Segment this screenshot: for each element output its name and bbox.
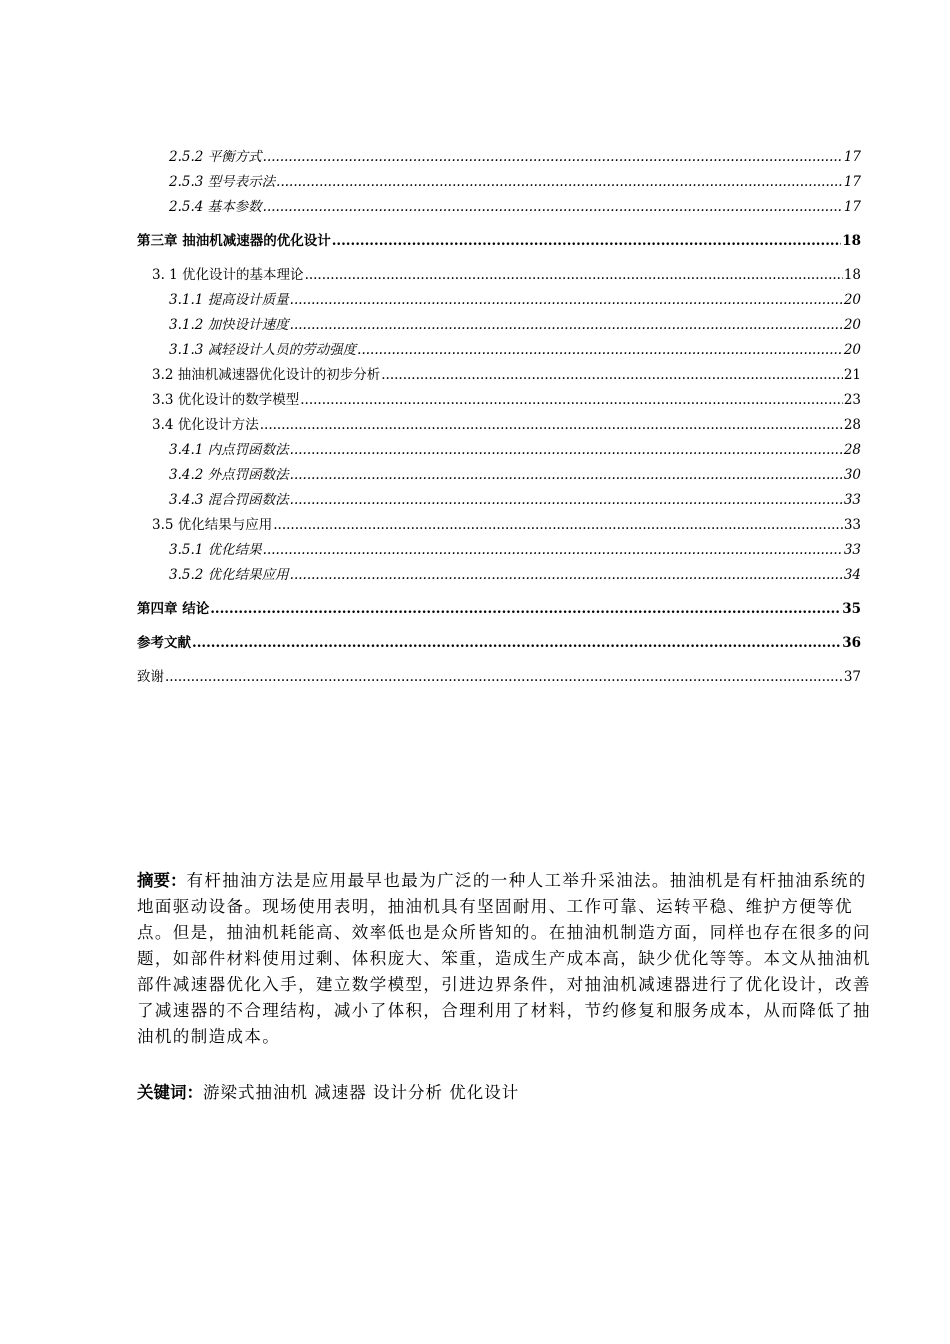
toc-entry-page: 21 [843,367,861,383]
toc-leader-dots [165,668,843,686]
toc-entry-page: 20 [843,292,861,308]
toc-leader-dots [290,491,843,509]
toc-leader-dots [263,541,843,559]
toc-entry[interactable] [137,198,861,223]
toc-entry[interactable] [137,541,861,566]
toc-leader-dots [305,266,843,284]
toc-entry-label: 3.5 优化结果与应用 [152,517,273,533]
toc-leader-dots [290,441,843,459]
toc-leader-dots [210,600,841,618]
toc-entry-label: 致谢 [137,669,164,685]
toc-entry[interactable] [137,491,861,516]
toc-entry-page: 20 [843,342,861,358]
toc-entry-page: 17 [843,174,861,190]
toc-entry-page: 28 [843,417,861,433]
toc-entry[interactable] [137,148,861,173]
toc-leader-dots [290,466,843,484]
toc-entry-label: 3.3 优化设计的数学模型 [152,392,300,408]
toc-entry-page: 35 [842,601,861,617]
abstract-heading: 摘要： [137,871,187,890]
toc-entry-label: 2.5.3 型号表示法 [169,174,276,190]
toc-entry-page: 23 [843,392,861,408]
toc-leader-dots [300,391,843,409]
table-of-contents [137,148,861,693]
abstract-body: 有杆抽油方法是应用最早也最为广泛的一种人工举升采油法。抽油机是有杆抽油系统的地面驱动设备。现场使用表明，抽油机具有坚固耐用、工作可靠、运转平稳、维护方便等优点。但是，抽油机耗能高、效率低也是众所皆知的。在抽油机制造方面，同样也存在很多的问题，如部件材料使用过剩、体积庞大、笨重，造成生产成本高，缺少优化等等。本文从抽油机部件减速器优化入手，建立数学模型，引进边界条件，对抽油机减速器进行了优化设计，改善了减速器的不合理结构，减小了体积，合理利用了材料，节约修复和服务成本，从而降低了抽油机的制造成本。 [137,871,871,1046]
toc-leader-dots [260,416,843,434]
toc-entry-page: 33 [843,517,861,533]
toc-entry-page: 30 [843,467,861,483]
abstract-paragraph [137,868,872,1050]
toc-leader-dots [263,198,843,216]
toc-entry-label: 参考文献 [137,635,191,651]
toc-entry-page: 20 [843,317,861,333]
toc-leader-dots [357,341,843,359]
toc-entry-label: 3. 1 优化设计的基本理论 [152,267,304,283]
toc-entry-page: 36 [842,635,861,651]
keywords-heading: 关键词： [137,1083,203,1102]
toc-chapter[interactable] [137,634,861,659]
toc-leader-dots [290,566,843,584]
toc-entry[interactable] [137,366,861,391]
toc-entry-label: 3.1.1 提高设计质量 [169,292,289,308]
toc-entry-page: 17 [843,149,861,165]
toc-entry-label: 3.4 优化设计方法 [152,417,259,433]
toc-entry-label: 3.2 抽油机减速器优化设计的初步分析 [152,367,381,383]
keywords-body: 游梁式抽油机 减速器 设计分析 优化设计 [203,1083,520,1102]
toc-entry[interactable] [137,466,861,491]
toc-leader-dots [290,291,843,309]
toc-entry-label: 3.1.3 减轻设计人员的劳动强度 [169,342,357,358]
toc-entry[interactable] [137,416,861,441]
keywords-paragraph [137,1080,872,1106]
toc-entry[interactable] [137,566,861,591]
toc-entry[interactable] [137,173,861,198]
toc-entry-page: 34 [843,567,861,583]
toc-entry-label: 3.1.2 加快设计速度 [169,317,289,333]
toc-entry[interactable] [137,266,861,291]
toc-leader-dots [263,148,843,166]
toc-entry[interactable] [137,341,861,366]
toc-entry-label: 2.5.4 基本参数 [169,199,262,215]
toc-leader-dots [192,634,841,652]
toc-leader-dots [290,316,843,334]
toc-entry-page: 18 [842,233,861,249]
toc-entry[interactable] [137,291,861,316]
toc-entry-page: 18 [843,267,861,283]
toc-entry-label: 3.4.1 内点罚函数法 [169,442,289,458]
toc-entry-page: 37 [843,669,861,685]
toc-entry[interactable] [137,668,861,693]
toc-entry-label: 第三章 抽油机减速器的优化设计 [137,233,331,249]
toc-leader-dots [381,366,843,384]
toc-chapter[interactable] [137,232,861,257]
toc-entry-label: 第四章 结论 [137,601,210,617]
toc-leader-dots [332,232,842,250]
toc-entry-label: 2.5.2 平衡方式 [169,149,262,165]
toc-leader-dots [273,516,843,534]
toc-entry[interactable] [137,516,861,541]
toc-entry[interactable] [137,391,861,416]
toc-chapter[interactable] [137,600,861,625]
toc-entry-label: 3.5.2 优化结果应用 [169,567,289,583]
toc-entry[interactable] [137,441,861,466]
toc-entry-page: 17 [843,199,861,215]
toc-entry-label: 3.4.3 混合罚函数法 [169,492,289,508]
toc-entry-page: 33 [843,542,861,558]
toc-leader-dots [276,173,843,191]
toc-entry-label: 3.4.2 外点罚函数法 [169,467,289,483]
toc-entry-page: 33 [843,492,861,508]
toc-entry[interactable] [137,316,861,341]
toc-entry-page: 28 [843,442,861,458]
toc-entry-label: 3.5.1 优化结果 [169,542,262,558]
